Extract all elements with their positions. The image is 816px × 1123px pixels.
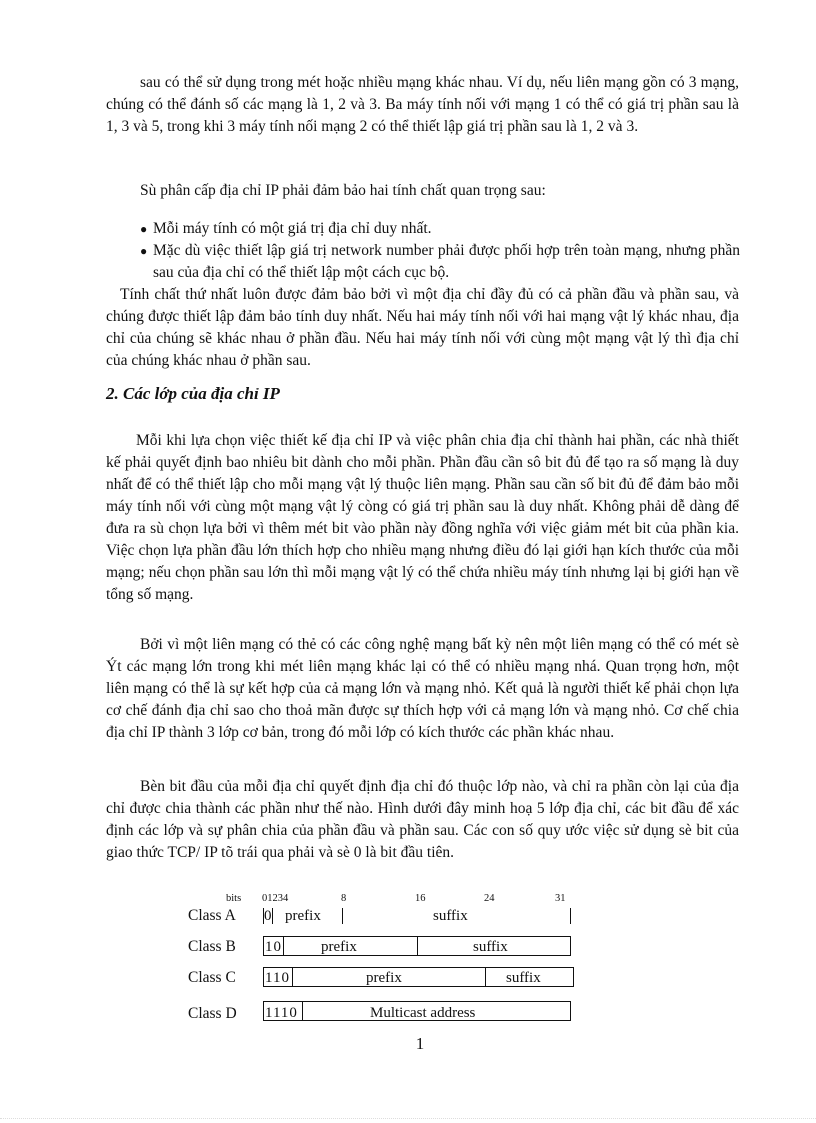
page-divider (0, 1118, 816, 1119)
class-bits: 10 (265, 939, 282, 955)
class-c-row (188, 968, 574, 987)
class-bits: 1110 (265, 1005, 298, 1021)
scale-label: 8 (341, 893, 347, 904)
class-label: Class C (188, 969, 236, 986)
section-heading: 2. Các lớp của địa chỉ IP (106, 384, 280, 403)
page-number: 1 (415, 1034, 425, 1053)
suffix-label: suffix (433, 908, 468, 924)
multicast-label: Multicast address (370, 1005, 476, 1021)
class-a-row (188, 907, 571, 924)
paragraph-networks: Bởi vì một liên mạng có thẻ có các công nghệ mạng bất kỳ nên một liên mạng có thể có mét sè Ýt các mạng lớn trong khi mét liên mạng khác lại có thể có nhiều mạng nhá. Quan trọng hơn, một liên mạng có thể là sự kết hợp của cả mạng lớn và mạng nhỏ. Kết quả là người thiết kế phải chọn lựa cơ chế đánh địa chỉ sao cho thoả mãn được sự thích hợp với cả mạng lớn và mạng nhỏ. Cơ chế chia địa chỉ IP thành 3 lớp cơ bản, trong đó mỗi lớp có kích thước các phần khác nhau. (106, 636, 739, 741)
suffix-label: suffix (473, 939, 508, 955)
class-d-row (188, 1002, 571, 1023)
bits-label: bits (226, 893, 242, 904)
list-item-text: Mỗi máy tính có một giá trị địa chỉ duy nhất. (153, 220, 432, 237)
scale-label: 16 (415, 893, 426, 904)
paragraph-leading-bits: Bèn bit đầu của mỗi địa chỉ quyết định địa chỉ đó thuộc lớp nào, và chỉ ra phần còn lại của địa chỉ được chia thành các phần như thế nào. Hình dưới đây minh hoạ 5 lớp địa chỉ, các bit đầu để xác định các lớp và sự phân chia của phần đầu và phần sau. Các con số quy ước việc sử dụng sè bit của giao thức TCP/ IP tõ trái qua phải và sè 0 là bit đầu tiên. (106, 778, 739, 861)
prefix-label: prefix (285, 908, 321, 924)
bullet-icon: ● (140, 222, 148, 236)
paragraph-uniqueness: Tính chất thứ nhất luôn được đảm bảo bởi vì một địa chỉ đầy đủ có cả phần đầu và phần sau, và chúng được thiết lập đảm bảo tính duy nhất. Nếu hai máy tính nối với hai mạng vật lý khác nhau, địa chỉ của chúng sẽ khác nhau ở phần đầu. Nếu hai máy tính nối với cùng một mạng vật lý thì địa chỉ của chúng khác nhau ở phần sau. (106, 286, 739, 369)
paragraph-intro: sau có thể sử dụng trong mét hoặc nhiều mạng khác nhau. Ví dụ, nếu liên mạng gồn có 3 mạng, chúng có thể đánh số các mạng là 1, 2 và 3. Ba máy tính nối với mạng 1 có thể có giá trị phần sau là 1, 3 và 5, trong khi 3 máy tính nối mạng 2 có thể thiết lập giá trị phần sau là 1, 2 và 3. (106, 74, 739, 135)
list-item-text: Mặc dù việc thiết lập giá trị network number phải được phối hợp trên toàn mạng, nhưng phần sau của địa chỉ có thể thiết lập một cách cục bộ. (153, 242, 740, 281)
scale-label: 24 (484, 893, 495, 904)
class-bits: 0 (264, 908, 272, 924)
class-label: Class A (188, 907, 236, 924)
paragraph-design: Mỗi khi lựa chọn việc thiết kế địa chỉ IP và việc phân chia địa chỉ thành hai phần, các nhà thiết kế phải quyết định bao nhiêu bit dành cho mỗi phần. Phần đầu cần sô bit đủ để tạo ra số mạng là duy nhất để có thể thiết lập cho mỗi mạng vật lý thuộc liên mạng. Phần sau cần số bit đủ để đảm bảo mỗi máy tính nối với cùng một mạng vật lý còng có giá trị phần sau là duy nhất. Không phải dễ dàng để đưa ra sù chọn lựa bởi vì thêm mét bit vào phần này đồng nghĩa với việc giảm mét bit của phần kia. Việc chọn lựa phần đầu lớn thích hợp cho nhiều mạng nhưng điều đó lại giới hạn kích thước của mỗi mạng; nếu chọn phần sau lớn thì mỗi mạng vật lý có thể chứa nhiều máy tính nhưng lại bị giới hạn về tổng số mạng. (106, 432, 739, 603)
prefix-label: prefix (366, 970, 402, 986)
class-label: Class D (188, 1005, 237, 1022)
scale-label: 01234 (262, 893, 289, 904)
class-bits: 110 (265, 970, 290, 986)
prefix-label: prefix (321, 939, 357, 955)
bullet-icon: ● (140, 244, 148, 258)
class-b-row (188, 937, 571, 956)
paragraph-requirements: Sù phân cấp địa chỉ IP phải đảm bảo hai tính chất quan trọng sau: (140, 182, 546, 199)
scale-label: 31 (555, 893, 566, 904)
class-label: Class B (188, 938, 236, 955)
suffix-label: suffix (506, 970, 541, 986)
